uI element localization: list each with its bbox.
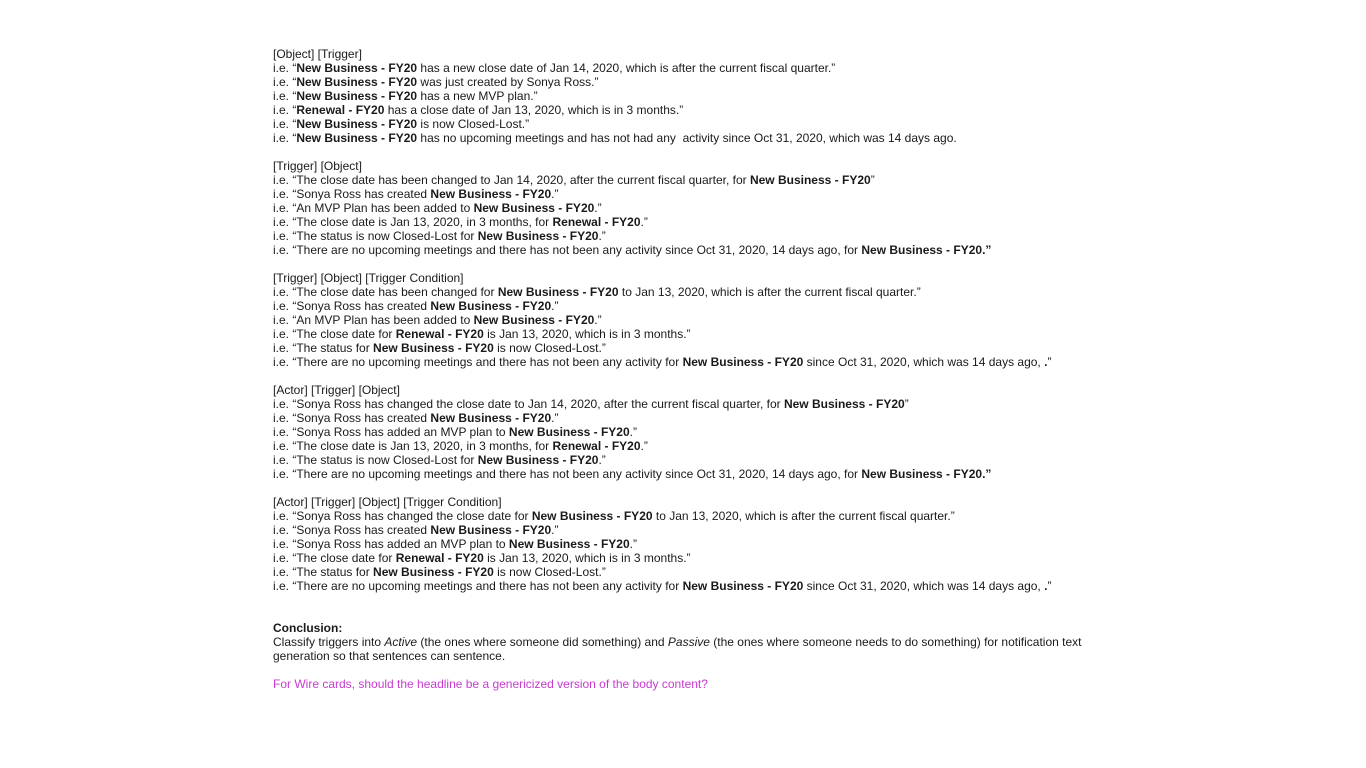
- bold-object-name: New Business - FY20: [430, 411, 552, 425]
- spacer: [273, 593, 1103, 607]
- text-run: Classify triggers into: [273, 635, 385, 649]
- example-line: [273, 425, 1103, 439]
- example-line: [273, 61, 1103, 75]
- bold-object-name: New Business - FY20.”: [861, 243, 992, 257]
- bold-object-name: New Business - FY20: [783, 397, 905, 411]
- bold-object-name: New Business - FY20: [373, 565, 494, 579]
- pattern-section: [273, 383, 1103, 481]
- text-run: .”: [640, 215, 648, 229]
- example-line: [273, 355, 1103, 369]
- text-run: i.e. “: [273, 61, 297, 75]
- text-run: is now Closed-Lost.”: [417, 117, 530, 131]
- text-run: i.e. “The close date is Jan 13, 2020, in 3 months, for: [273, 215, 553, 229]
- example-line: [273, 523, 1103, 537]
- bold-object-name: New Business - FY20: [531, 509, 653, 523]
- text-run: i.e. “There are no upcoming meetings and there has not been any activity for: [273, 355, 683, 369]
- text-run: is now Closed-Lost.”: [493, 565, 606, 579]
- text-run: i.e. “The close date has been changed for: [273, 285, 498, 299]
- conclusion-heading: Conclusion:: [273, 621, 343, 635]
- bold-object-name: New Business - FY20: [430, 523, 552, 537]
- pattern-heading: [Trigger] [Object] [Trigger Condition]: [273, 271, 464, 285]
- text-run: i.e. “The status is now Closed-Lost for: [273, 453, 478, 467]
- bold-object-name: .: [1044, 355, 1048, 369]
- bold-object-name: New Business - FY20: [473, 201, 595, 215]
- example-line: [273, 313, 1103, 327]
- italic-term: Passive: [667, 635, 710, 649]
- text-run: ”: [1047, 355, 1052, 369]
- bold-object-name: New Business - FY20: [497, 285, 619, 299]
- example-line: [273, 551, 1103, 565]
- bold-object-name: New Business - FY20: [430, 187, 552, 201]
- document-body: [273, 47, 1103, 691]
- bold-object-name: Renewal - FY20: [395, 551, 484, 565]
- pattern-section: [273, 495, 1103, 593]
- text-run: i.e. “There are no upcoming meetings and there has not been any activity since Oct 31, 2020, 14 days ago, for: [273, 467, 862, 481]
- text-run: .”: [629, 537, 637, 551]
- text-run: i.e. “Sonya Ross has changed the close date for: [273, 509, 532, 523]
- text-run: i.e. “The close date for: [273, 327, 396, 341]
- bold-object-name: New Business - FY20: [749, 173, 871, 187]
- example-line: [273, 187, 1103, 201]
- bold-object-name: New Business - FY20: [296, 117, 418, 131]
- text-run: i.e. “: [273, 117, 297, 131]
- text-run: .”: [598, 229, 606, 243]
- text-run: has a close date of Jan 13, 2020, which is in 3 months.”: [384, 103, 684, 117]
- text-run: to Jan 13, 2020, which is after the current fiscal quarter.”: [618, 285, 921, 299]
- bold-object-name: Renewal - FY20: [552, 215, 641, 229]
- text-run: to Jan 13, 2020, which is after the current fiscal quarter.”: [652, 509, 955, 523]
- pattern-section: [273, 271, 1103, 369]
- text-run: has no upcoming meetings and has not had any activity since Oct 31, 2020, which was 14 days ago.: [417, 131, 957, 145]
- text-run: i.e. “The status is now Closed-Lost for: [273, 229, 478, 243]
- bold-object-name: New Business - FY20: [508, 537, 630, 551]
- spacer: [273, 369, 1103, 383]
- text-run: (the ones where someone needs to do something) for notification text generation so that sentences can sentence.: [273, 635, 1082, 663]
- example-line: [273, 229, 1103, 243]
- example-line: [273, 299, 1103, 313]
- spacer: [273, 145, 1103, 159]
- text-run: .”: [551, 523, 559, 537]
- text-run: i.e. “An MVP Plan has been added to: [273, 201, 474, 215]
- example-line: [273, 89, 1103, 103]
- text-run: is now Closed-Lost.”: [493, 341, 606, 355]
- text-run: .”: [551, 187, 559, 201]
- spacer: [273, 481, 1103, 495]
- example-line: [273, 397, 1103, 411]
- text-run: i.e. “: [273, 75, 297, 89]
- bold-object-name: New Business - FY20.”: [861, 467, 992, 481]
- example-line: [273, 75, 1103, 89]
- text-run: i.e. “: [273, 103, 297, 117]
- bold-object-name: Renewal - FY20: [552, 439, 641, 453]
- example-line: [273, 327, 1103, 341]
- example-line: [273, 285, 1103, 299]
- text-run: i.e. “There are no upcoming meetings and there has not been any activity since Oct 31, 2020, 14 days ago, for: [273, 243, 862, 257]
- bold-object-name: New Business - FY20: [373, 341, 494, 355]
- text-run: i.e. “: [273, 89, 297, 103]
- text-run: ”: [1047, 579, 1052, 593]
- example-line: [273, 439, 1103, 453]
- bold-object-name: .: [1044, 579, 1048, 593]
- bold-object-name: New Business - FY20: [682, 579, 804, 593]
- example-line: [273, 201, 1103, 215]
- trigger-pattern-sections: [273, 47, 1103, 607]
- text-run: .”: [598, 453, 606, 467]
- text-run: .”: [594, 201, 602, 215]
- text-run: i.e. “The close date has been changed to Jan 14, 2020, after the current fiscal quarter, for: [273, 173, 750, 187]
- text-run: i.e. “The close date for: [273, 551, 396, 565]
- text-run: ”: [870, 173, 875, 187]
- bold-object-name: New Business - FY20: [473, 313, 595, 327]
- example-line: [273, 103, 1103, 117]
- text-run: .”: [594, 313, 602, 327]
- text-run: i.e. “: [273, 131, 297, 145]
- bold-object-name: Renewal - FY20: [395, 327, 484, 341]
- text-run: i.e. “Sonya Ross has added an MVP plan to: [273, 537, 509, 551]
- text-run: i.e. “The status for: [273, 565, 374, 579]
- text-run: i.e. “An MVP Plan has been added to: [273, 313, 474, 327]
- text-run: .”: [629, 425, 637, 439]
- text-run: is Jan 13, 2020, which is in 3 months.”: [483, 327, 691, 341]
- text-run: i.e. “Sonya Ross has created: [273, 299, 431, 313]
- example-line: [273, 173, 1103, 187]
- open-question: For Wire cards, should the headline be a genericized version of the body content?: [273, 677, 708, 691]
- text-run: was just created by Sonya Ross.”: [417, 75, 599, 89]
- bold-object-name: New Business - FY20: [296, 75, 418, 89]
- text-run: i.e. “Sonya Ross has created: [273, 411, 431, 425]
- italic-term: Active: [384, 635, 418, 649]
- example-line: [273, 215, 1103, 229]
- bold-object-name: New Business - FY20: [430, 299, 552, 313]
- pattern-heading: [Trigger] [Object]: [273, 159, 362, 173]
- bold-object-name: New Business - FY20: [508, 425, 630, 439]
- text-run: i.e. “Sonya Ross has created: [273, 523, 431, 537]
- pattern-section: [273, 47, 1103, 145]
- text-run: i.e. “Sonya Ross has changed the close date to Jan 14, 2020, after the current fiscal quarter, for: [273, 397, 784, 411]
- example-line: [273, 341, 1103, 355]
- example-line: [273, 565, 1103, 579]
- pattern-section: [273, 159, 1103, 257]
- text-run: (the ones where someone did something) and: [417, 635, 668, 649]
- text-run: ”: [904, 397, 909, 411]
- text-run: .”: [551, 299, 559, 313]
- pattern-heading: [Actor] [Trigger] [Object]: [273, 383, 400, 397]
- text-run: is Jan 13, 2020, which is in 3 months.”: [483, 551, 691, 565]
- example-line: [273, 453, 1103, 467]
- text-run: has a new close date of Jan 14, 2020, which is after the current fiscal quarter.”: [417, 61, 836, 75]
- text-run: i.e. “The status for: [273, 341, 374, 355]
- conclusion-body: [273, 635, 1103, 663]
- bold-object-name: New Business - FY20: [296, 61, 418, 75]
- spacer: [273, 663, 1103, 677]
- text-run: i.e. “Sonya Ross has added an MVP plan to: [273, 425, 509, 439]
- spacer: [273, 257, 1103, 271]
- spacer: [273, 607, 1103, 621]
- example-line: [273, 243, 1103, 257]
- text-run: .”: [551, 411, 559, 425]
- bold-object-name: New Business - FY20: [296, 131, 418, 145]
- pattern-heading: [Object] [Trigger]: [273, 47, 362, 61]
- bold-object-name: New Business - FY20: [477, 229, 599, 243]
- bold-object-name: New Business - FY20: [296, 89, 418, 103]
- example-line: [273, 579, 1103, 593]
- example-line: [273, 131, 1103, 145]
- bold-object-name: Renewal - FY20: [296, 103, 385, 117]
- example-line: [273, 117, 1103, 131]
- text-run: i.e. “Sonya Ross has created: [273, 187, 431, 201]
- text-run: .”: [640, 439, 648, 453]
- text-run: since Oct 31, 2020, which was 14 days ago,: [803, 355, 1045, 369]
- example-line: [273, 537, 1103, 551]
- text-run: i.e. “The close date is Jan 13, 2020, in 3 months, for: [273, 439, 553, 453]
- text-run: has a new MVP plan.”: [417, 89, 538, 103]
- text-run: since Oct 31, 2020, which was 14 days ago,: [803, 579, 1045, 593]
- bold-object-name: New Business - FY20: [682, 355, 804, 369]
- text-run: i.e. “There are no upcoming meetings and there has not been any activity for: [273, 579, 683, 593]
- example-line: [273, 411, 1103, 425]
- example-line: [273, 467, 1103, 481]
- pattern-heading: [Actor] [Trigger] [Object] [Trigger Condition]: [273, 495, 502, 509]
- example-line: [273, 509, 1103, 523]
- bold-object-name: New Business - FY20: [477, 453, 599, 467]
